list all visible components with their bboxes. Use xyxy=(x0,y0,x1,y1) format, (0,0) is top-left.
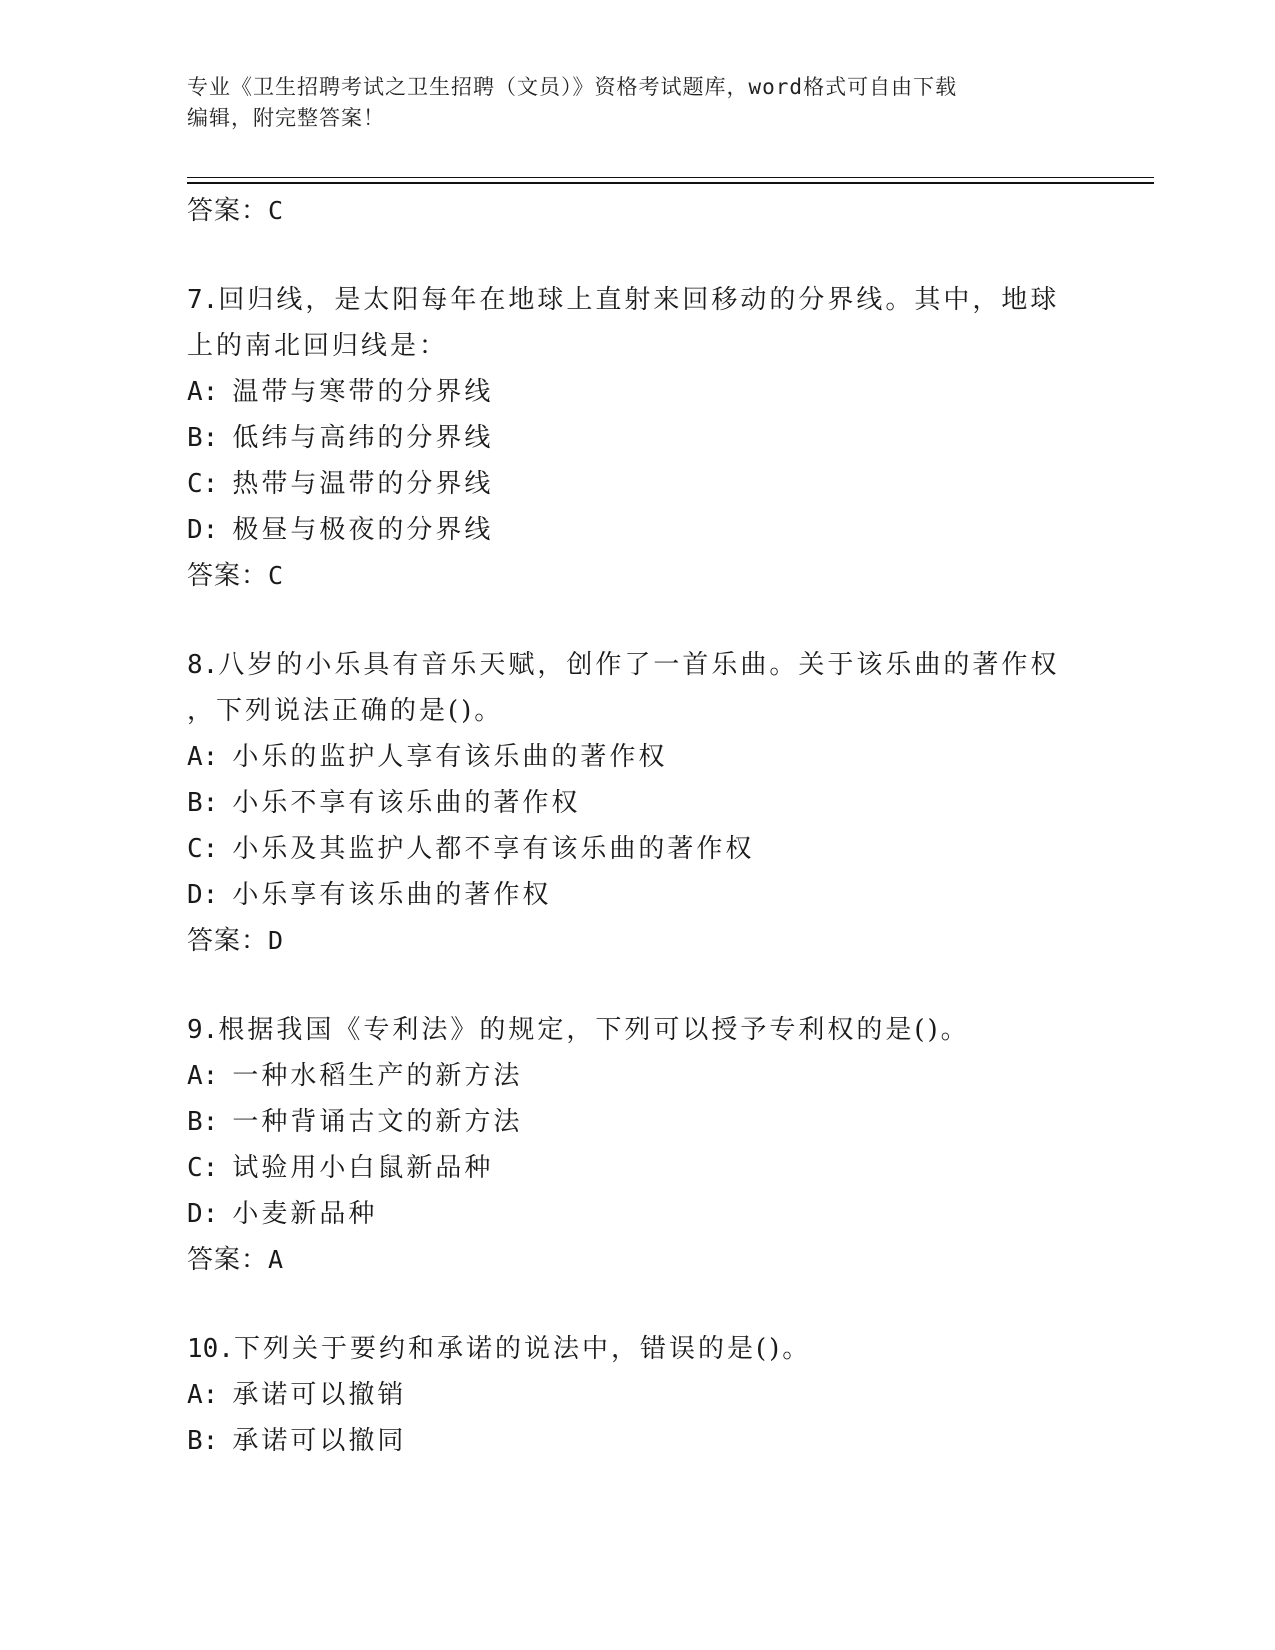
answer-value: C xyxy=(268,561,285,590)
option-text: 承诺可以撤销 xyxy=(232,1380,407,1410)
option-text: 一种背诵古文的新方法 xyxy=(232,1107,523,1137)
option-letter: A: xyxy=(187,377,219,407)
option-letter: B: xyxy=(187,1107,219,1137)
option-letter: A: xyxy=(187,1380,219,1410)
question-8 xyxy=(187,642,1087,964)
question-stem-continued: ，下列说法正确的是()。 xyxy=(187,696,504,726)
option-text: 极昼与极夜的分界线 xyxy=(232,515,494,545)
option-text: 试验用小白鼠新品种 xyxy=(232,1153,494,1183)
question-number: 7. xyxy=(187,285,219,315)
question-stem-continued: 上的南北回归线是： xyxy=(187,331,449,361)
question-number: 10. xyxy=(187,1334,234,1364)
answer-label: 答案： xyxy=(187,1245,269,1275)
question-number: 9. xyxy=(187,1015,219,1045)
answer-label: 答案： xyxy=(187,196,269,226)
question-stem xyxy=(187,1326,1087,1372)
option-text: 小乐的监护人享有该乐曲的著作权 xyxy=(232,742,668,772)
answer-value: A xyxy=(268,1245,285,1274)
question-7 xyxy=(187,277,1087,599)
option-b xyxy=(187,780,1087,826)
option-b xyxy=(187,1418,1087,1464)
option-a xyxy=(187,369,1087,415)
answer-line xyxy=(187,188,1087,234)
answer-line xyxy=(187,1237,1087,1283)
question-stem-line: 下列关于要约和承诺的说法中，错误的是()。 xyxy=(233,1334,812,1364)
question-stem xyxy=(187,1007,1087,1053)
question-stem-line: 八岁的小乐具有音乐天赋，创作了一首乐曲。关于该乐曲的著作权 xyxy=(218,650,1060,680)
option-text: 小乐不享有该乐曲的著作权 xyxy=(232,788,581,818)
answer-line xyxy=(187,553,1087,599)
option-d xyxy=(187,872,1087,918)
option-text: 小麦新品种 xyxy=(232,1199,378,1229)
answer-label: 答案： xyxy=(187,926,269,956)
option-a xyxy=(187,1372,1087,1418)
option-letter: B: xyxy=(187,788,219,818)
option-letter: D: xyxy=(187,515,219,545)
option-text: 小乐及其监护人都不享有该乐曲的著作权 xyxy=(232,834,755,864)
question-stem-line: 根据我国《专利法》的规定，下列可以授予专利权的是()。 xyxy=(218,1015,970,1045)
question-stem xyxy=(187,277,1087,323)
answer-value: C xyxy=(268,196,285,225)
header-divider-thick xyxy=(187,182,1154,184)
option-letter: C: xyxy=(187,1153,219,1183)
option-text: 低纬与高纬的分界线 xyxy=(232,423,494,453)
page-header xyxy=(187,72,1067,134)
option-letter: D: xyxy=(187,1199,219,1229)
option-text: 小乐享有该乐曲的著作权 xyxy=(232,880,552,910)
option-letter: B: xyxy=(187,1426,219,1456)
option-c xyxy=(187,461,1087,507)
option-letter: D: xyxy=(187,880,219,910)
option-b xyxy=(187,1099,1087,1145)
option-letter: A: xyxy=(187,742,219,772)
option-text: 一种水稻生产的新方法 xyxy=(232,1061,523,1091)
option-letter: C: xyxy=(187,834,219,864)
answer-value: D xyxy=(268,926,285,955)
answer-line xyxy=(187,918,1087,964)
question-10 xyxy=(187,1326,1087,1464)
answer-label: 答案： xyxy=(187,561,269,591)
header-divider-thin xyxy=(187,177,1154,178)
option-c xyxy=(187,826,1087,872)
question-stem-line: 回归线，是太阳每年在地球上直射来回移动的分界线。其中，地球 xyxy=(218,285,1060,315)
option-letter: C: xyxy=(187,469,219,499)
option-letter: B: xyxy=(187,423,219,453)
option-letter: A: xyxy=(187,1061,219,1091)
option-b xyxy=(187,415,1087,461)
header-line-2: 编辑，附完整答案！ xyxy=(187,106,385,130)
question-stem xyxy=(187,642,1087,688)
option-c xyxy=(187,1145,1087,1191)
option-a xyxy=(187,1053,1087,1099)
option-text: 承诺可以撤同 xyxy=(232,1426,407,1456)
question-9 xyxy=(187,1007,1087,1283)
option-d xyxy=(187,507,1087,553)
option-text: 温带与寒带的分界线 xyxy=(232,377,494,407)
option-text: 热带与温带的分界线 xyxy=(232,469,494,499)
question-list xyxy=(187,188,1087,1464)
question-number: 8. xyxy=(187,650,219,680)
header-line-1: 专业《卫生招聘考试之卫生招聘（文员）》资格考试题库，word格式可自由下载 xyxy=(187,75,958,99)
option-d xyxy=(187,1191,1087,1237)
option-a xyxy=(187,734,1087,780)
